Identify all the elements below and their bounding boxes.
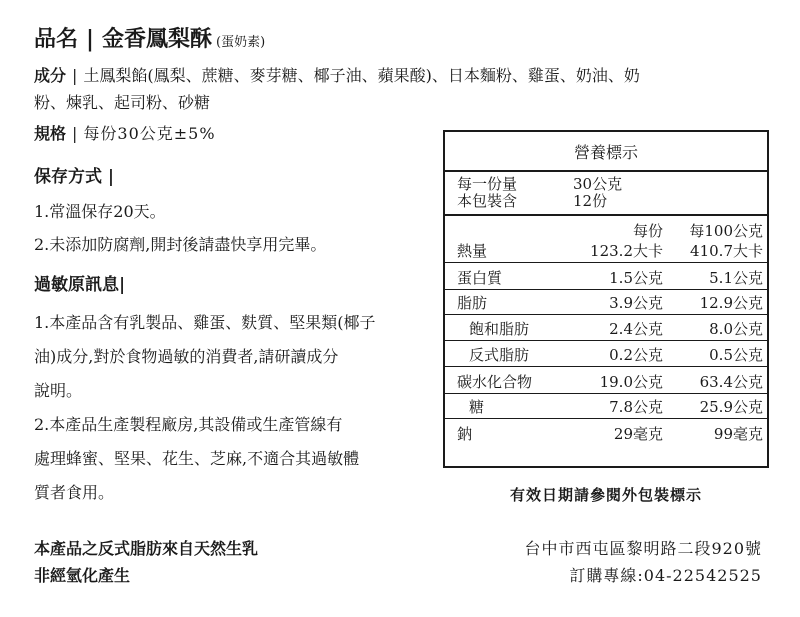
separator: | [72, 66, 78, 85]
nutrient-name: 脂肪 [457, 294, 488, 312]
divider [445, 366, 767, 367]
allergen-line: 1.本產品含有乳製品、雞蛋、麩質、堅果類(椰子 [34, 313, 376, 332]
allergen-line: 處理蜂蜜、堅果、花生、芝麻,不適合其過敏體 [34, 449, 360, 468]
allergen-line: 說明。 [34, 381, 83, 400]
nutrient-per-100g: 410.7大卡 [690, 242, 763, 260]
ingredients-line-2: 粉、煉乳、起司粉、砂糖 [34, 93, 211, 112]
divider [445, 393, 767, 394]
trans-fat-note-line-2: 非經氫化產生 [34, 566, 131, 585]
nutrition-title: 營養標示 [573, 143, 638, 162]
divider [445, 289, 767, 290]
expiry-note: 有效日期請參閱外包裝標示 [509, 486, 702, 504]
spec-label: 規格 [34, 124, 67, 143]
serving-size-label: 每一份量 [457, 175, 518, 193]
ingredients-line-1 [34, 62, 640, 89]
nutrient-per-100g: 0.5公克 [709, 346, 763, 364]
nutrient-name: 蛋白質 [457, 269, 503, 287]
divider [445, 170, 767, 172]
nutrition-facts-table [443, 130, 769, 468]
servings-value: 12份 [573, 192, 608, 210]
divider [445, 214, 767, 216]
nutrient-name: 鈉 [457, 425, 473, 443]
nutrient-per-100g: 8.0公克 [709, 320, 763, 338]
nutrient-name: 飽和脂肪 [469, 320, 530, 338]
nutrient-per-serving: 7.8公克 [609, 398, 663, 416]
storage-item-1: 1.常溫保存20天。 [34, 202, 166, 221]
nutrient-per-100g: 99毫克 [713, 425, 763, 443]
allergen-line: 油)成分,對於食物過敏的消費者,請研讀成分 [34, 347, 339, 366]
nutrient-per-serving: 2.4公克 [609, 320, 663, 338]
product-name-label: 品名 [34, 26, 79, 52]
allergen-line: 質者食用。 [34, 483, 115, 502]
divider [445, 314, 767, 315]
servings-label: 本包裝含 [457, 192, 518, 210]
product-diet-note: (蛋奶素) [216, 35, 266, 50]
col-header-per-100g: 每100公克 [689, 222, 763, 240]
allergen-block [34, 306, 376, 510]
storage-item-2: 2.未添加防腐劑,開封後請盡快享用完畢。 [34, 235, 327, 254]
spec-line [34, 120, 216, 147]
nutrient-per-serving: 29毫克 [613, 425, 663, 443]
divider [445, 262, 767, 263]
nutrient-per-serving: 3.9公克 [609, 294, 663, 312]
nutrient-per-serving: 123.2大卡 [590, 242, 663, 260]
nutrient-per-100g: 25.9公克 [699, 398, 763, 416]
trans-fat-note-line-1: 本產品之反式脂肪來自天然生乳 [34, 539, 259, 558]
nutrient-per-serving: 0.2公克 [609, 346, 663, 364]
product-name-value: 金香鳳梨酥 [102, 26, 213, 52]
separator: | [72, 124, 78, 143]
nutrient-name: 碳水化合物 [457, 373, 533, 391]
storage-heading: 保存方式 | [34, 167, 115, 187]
nutrient-name: 糖 [469, 398, 485, 416]
nutrient-per-100g: 12.9公克 [699, 294, 763, 312]
nutrient-name: 熱量 [457, 242, 488, 260]
serving-size-value: 30公克 [573, 175, 623, 193]
nutrient-name: 反式脂肪 [469, 346, 530, 364]
nutrient-per-serving: 19.0公克 [599, 373, 663, 391]
nutrient-per-100g: 63.4公克 [699, 373, 763, 391]
spec-value: 每份30公克±5% [83, 124, 216, 143]
address: 台中市西屯區黎明路二段920號 [524, 539, 762, 558]
divider [445, 340, 767, 341]
product-name-line [34, 22, 265, 53]
divider [445, 418, 767, 419]
order-phone: 訂購專線:04-22542525 [569, 566, 762, 585]
nutrient-per-100g: 5.1公克 [709, 269, 763, 287]
nutrient-per-serving: 1.5公克 [609, 269, 663, 287]
ingredients-text-1: 土鳳梨餡(鳳梨、蔗糖、麥芽糖、椰子油、蘋果酸)、日本麵粉、雞蛋、奶油、奶 [83, 66, 640, 85]
col-header-per-serving: 每份 [632, 222, 663, 240]
ingredients-label: 成分 [34, 66, 67, 85]
separator: | [86, 26, 95, 52]
allergen-heading: 過敏原訊息| [34, 275, 126, 295]
allergen-line: 2.本產品生產製程廠房,其設備或生產管線有 [34, 415, 343, 434]
